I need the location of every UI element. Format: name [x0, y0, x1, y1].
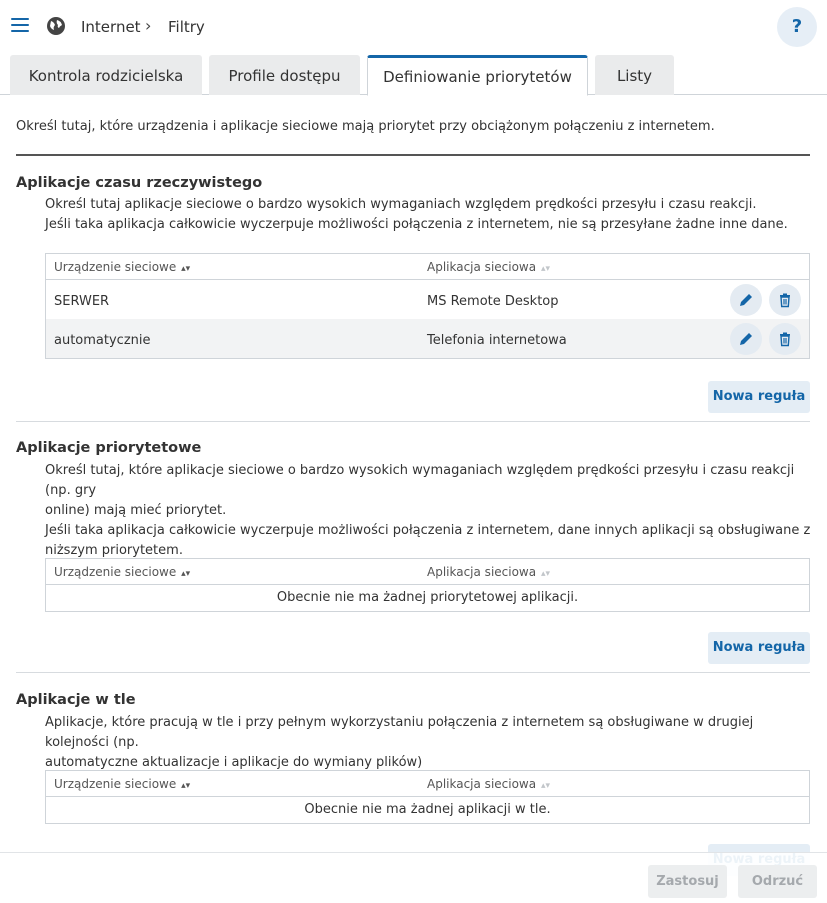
- background-table: [45, 770, 810, 824]
- sort-icon: ▴▾: [538, 781, 551, 791]
- desc-line: Jeśli taka aplikacja całkowicie wyczerpuje możliwości połączenia z internetem, nie są przesyłane żadne inne dane.: [45, 217, 788, 232]
- menu-icon[interactable]: [11, 18, 29, 32]
- desc-line: Aplikacje, które pracują w tle i przy pełnym wykorzystaniu połączenia z internetem są obsługiwane w drugiej kolejności (np.: [45, 715, 754, 750]
- column-device-label: Urządzenie sieciowe: [54, 260, 177, 274]
- column-app[interactable]: [427, 565, 550, 579]
- divider: [16, 154, 810, 156]
- footer-bar: [0, 852, 827, 903]
- pencil-icon: [738, 292, 754, 308]
- desc-line: online) mają mieć priorytet.: [45, 503, 227, 518]
- table-header: [46, 771, 809, 797]
- new-rule-button-realtime[interactable]: Nowa reguła: [708, 381, 810, 413]
- section-title-priority: Aplikacje priorytetowe: [16, 440, 202, 456]
- edit-button[interactable]: [730, 284, 762, 316]
- trash-icon: [777, 331, 793, 347]
- section-title-realtime: Aplikacje czasu rzeczywistego: [16, 175, 263, 191]
- sort-icon: ▴▾: [178, 781, 191, 791]
- row-device: automatycznie: [54, 333, 151, 348]
- sort-icon: ▴▾: [538, 264, 551, 274]
- pencil-icon: [738, 331, 754, 347]
- apply-button[interactable]: Zastosuj: [648, 865, 727, 898]
- discard-button[interactable]: Odrzuć: [738, 865, 817, 898]
- desc-line: niższym priorytetem.: [45, 543, 183, 558]
- tab-lists[interactable]: Listy: [595, 55, 674, 95]
- column-app[interactable]: [427, 260, 550, 274]
- column-app-label: Aplikacja sieciowa: [427, 565, 537, 579]
- table-row: [46, 280, 809, 319]
- realtime-table: [45, 253, 810, 359]
- column-app-label: Aplikacja sieciowa: [427, 260, 537, 274]
- column-device[interactable]: [54, 777, 190, 791]
- desc-line: automatyczne aktualizacje i aplikacje do wymiany plików): [45, 755, 423, 770]
- new-rule-button-priority[interactable]: Nowa reguła: [708, 632, 810, 664]
- tab-parental-control[interactable]: Kontrola rodzicielska: [10, 55, 202, 95]
- intro-text: Określ tutaj, które urządzenia i aplikacje sieciowe mają priorytet przy obciążonym połączeniu z internetem.: [16, 119, 715, 134]
- section-desc-priority: [45, 461, 815, 561]
- divider: [16, 421, 810, 422]
- globe-icon: [46, 16, 66, 36]
- help-button[interactable]: ?: [777, 7, 817, 47]
- tab-access-profiles[interactable]: Profile dostępu: [209, 55, 360, 95]
- row-app: Telefonia internetowa: [427, 333, 567, 348]
- section-desc-realtime: [45, 195, 815, 235]
- priority-table: [45, 558, 810, 612]
- desc-line: Określ tutaj, które aplikacje sieciowe o bardzo wysokich wymaganiach względem prędkości przesyłu i czasu reakcji (np. gry: [45, 463, 795, 498]
- edit-button[interactable]: [730, 323, 762, 355]
- breadcrumb-current: Filtry: [168, 18, 205, 36]
- row-device: SERWER: [54, 294, 110, 309]
- section-desc-background: [45, 713, 815, 773]
- row-app: MS Remote Desktop: [427, 294, 559, 309]
- breadcrumb-internet[interactable]: Internet: [81, 18, 141, 36]
- empty-message: Obecnie nie ma żadnej aplikacji w tle.: [304, 802, 551, 817]
- column-device[interactable]: [54, 565, 190, 579]
- delete-button[interactable]: [769, 323, 801, 355]
- delete-button[interactable]: [769, 284, 801, 316]
- desc-line: Jeśli taka aplikacja całkowicie wyczerpuje możliwości połączenia z internetem, dane innych aplikacji są obsługiwane z: [45, 523, 811, 538]
- column-app[interactable]: [427, 777, 550, 791]
- empty-message: Obecnie nie ma żadnej priorytetowej aplikacji.: [276, 590, 579, 605]
- sort-icon: ▴▾: [178, 569, 191, 579]
- sort-icon: ▴▾: [178, 264, 191, 274]
- divider: [16, 672, 810, 673]
- column-device-label: Urządzenie sieciowe: [54, 565, 177, 579]
- tab-priorities[interactable]: Definiowanie priorytetów: [367, 55, 588, 96]
- page-header: [0, 0, 827, 55]
- column-device[interactable]: [54, 260, 190, 274]
- column-app-label: Aplikacja sieciowa: [427, 777, 537, 791]
- column-device-label: Urządzenie sieciowe: [54, 777, 177, 791]
- table-header: [46, 559, 809, 585]
- section-title-background: Aplikacje w tle: [16, 692, 136, 708]
- desc-line: Określ tutaj aplikacje sieciowe o bardzo wysokich wymaganiach względem prędkości przesyłu i czasu reakcji.: [45, 197, 757, 212]
- tab-bar: [0, 55, 827, 95]
- table-row: [46, 319, 809, 358]
- trash-icon: [777, 292, 793, 308]
- chevron-right-icon: ›: [145, 16, 152, 35]
- sort-icon: ▴▾: [538, 569, 551, 579]
- table-header: [46, 254, 809, 280]
